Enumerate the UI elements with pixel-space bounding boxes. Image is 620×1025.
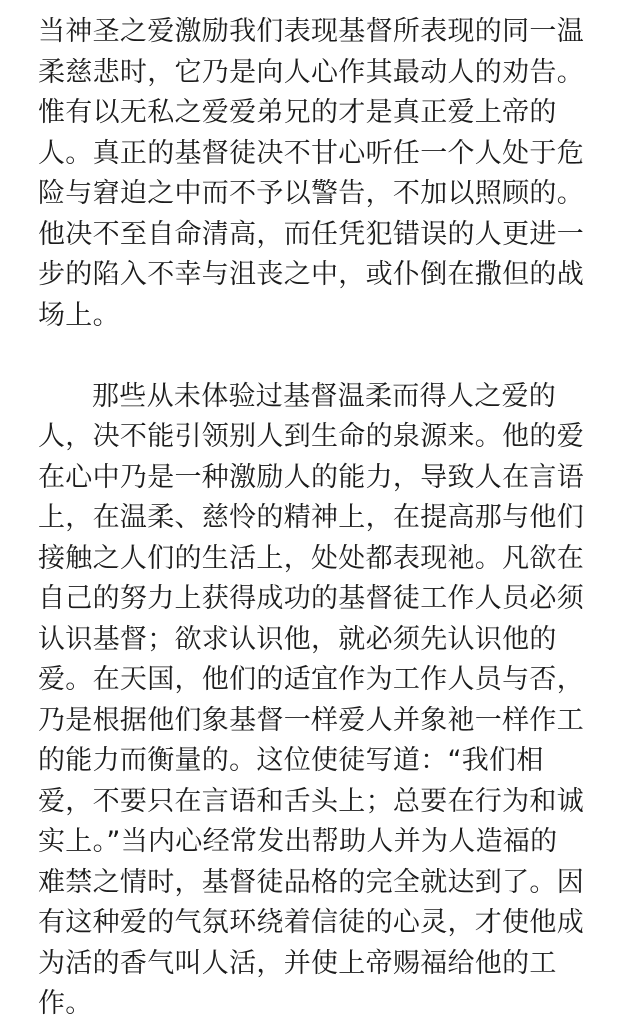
text-line: 乃是根据他们象基督一样爱人并象祂一样作工 bbox=[38, 704, 584, 736]
text-line: 实上。”当内心经常发出帮助人并为人造福的 bbox=[38, 826, 558, 857]
text-line: 柔慈悲时，它乃是向人心作其最动人的劝告。 bbox=[38, 56, 584, 88]
text-line: 那些从未体验过基督温柔而得人之爱的 bbox=[92, 380, 557, 412]
text-line: 有这种爱的气氛环绕着信徒的心灵，才使他成 bbox=[38, 907, 584, 938]
text-line: 步的陷入不幸与沮丧之中，或仆倒在撒但的战 bbox=[38, 259, 584, 290]
text-line: 爱，不要只在言语和舌头上；总要在行为和诚 bbox=[38, 785, 584, 817]
text-line: 险与窘迫之中而不予以警告，不加以照顾的。 bbox=[38, 178, 584, 209]
paragraph-1 bbox=[38, 12, 620, 336]
paragraph-2 bbox=[38, 377, 620, 1025]
text-line: 作。 bbox=[38, 988, 93, 1019]
text-line: 他决不至自命清高，而任凭犯错误的人更进一 bbox=[38, 218, 584, 250]
text-line: 当神圣之爱激励我们表现基督所表现的同一温 bbox=[38, 16, 584, 47]
text-line: 场上。 bbox=[38, 299, 120, 331]
text-line: 爱。在天国，他们的适宜作为工作人员与否， bbox=[38, 664, 584, 695]
text-line: 认识基督；欲求认识他，就必须先认识他的 bbox=[38, 623, 557, 655]
text-line: 惟有以无私之爱爱弟兄的才是真正爱上帝的 bbox=[38, 97, 557, 128]
text-line: 难禁之情时，基督徒品格的完全就达到了。因 bbox=[38, 866, 584, 898]
text-line: 的能力而衡量的。这位使徒写道：“我们相 bbox=[38, 745, 544, 776]
text-line: 上，在温柔、慈怜的精神上，在提高那与他们 bbox=[38, 502, 584, 533]
text-line: 自己的努力上获得成功的基督徒工作人员必须 bbox=[38, 583, 584, 614]
text-line: 人。真正的基督徒决不甘心听任一个人处于危 bbox=[38, 137, 584, 169]
text-line: 接触之人们的生活上，处处都表现祂。凡欲在 bbox=[38, 542, 584, 574]
text-line: 人，决不能引领别人到生命的泉源来。他的爱 bbox=[38, 421, 584, 452]
paragraph-gap bbox=[38, 336, 620, 377]
text-line: 为活的香气叫人活，并使上帝赐福给他的工 bbox=[38, 947, 557, 979]
text-line: 在心中乃是一种激励人的能力，导致人在言语 bbox=[38, 461, 584, 493]
